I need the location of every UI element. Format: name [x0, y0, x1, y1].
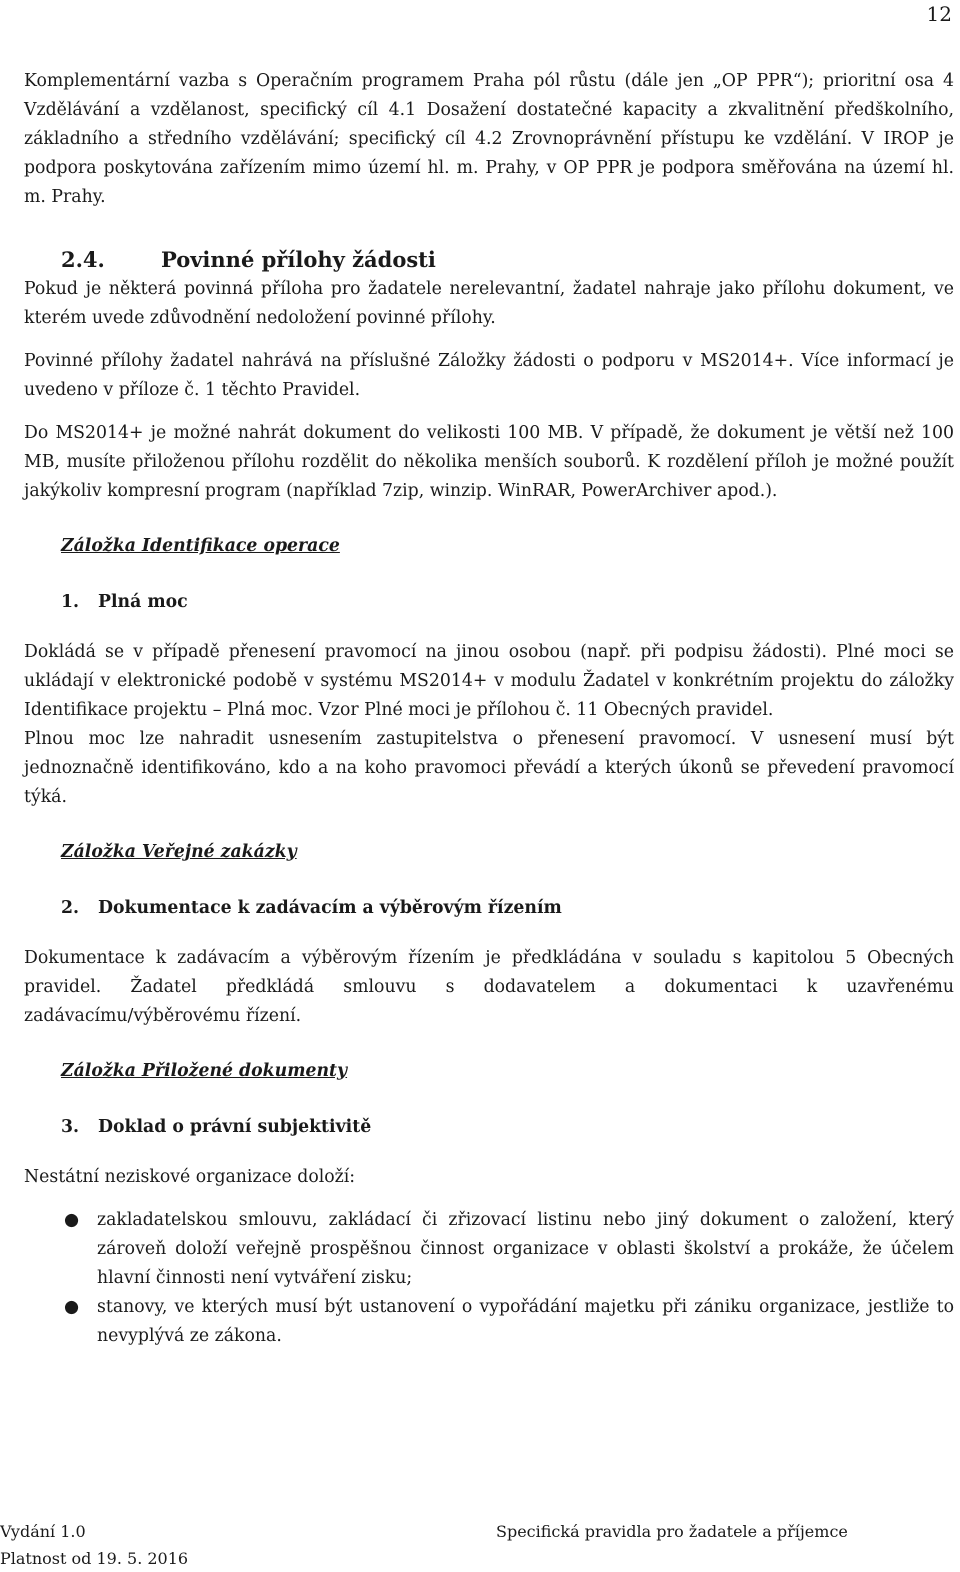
section-number: 2.4. — [61, 247, 105, 272]
list-item-text: zakladatelskou smlouvu, zakládací či zřizovací listinu nebo jiný dokument o založení, který zároveň doloží veřejně prospěšnou činnost organizace v oblasti školství a prokáže, že účelem hlavní činnosti není vytváření zisku; — [97, 1210, 954, 1288]
bullet-icon: ● — [64, 1297, 80, 1317]
item-title: Plná moc — [98, 592, 188, 612]
list-item — [24, 1293, 954, 1351]
doklad-bullet-list — [24, 1206, 954, 1351]
bullet-icon: ● — [64, 1210, 80, 1230]
plna-moc-paragraph: Plnou moc lze nahradit usnesením zastupitelstva o přenesení pravomocí. V usnesení musí být jednoznačně identifikováno, kdo a na koho pravomoci převádí a kterých úkonů se převedení pravomocí týká. — [24, 729, 954, 807]
section-paragraph: Do MS2014+ je možné nahrát dokument do velikosti 100 MB. V případě, že dokument je větší než 100 MB, musíte přiloženou přílohu rozdělit do několika menších souborů. K rozdělení příloh je možné použít jakýkoliv kompresní program (například 7zip, winzip. WinRAR, PowerArchiver apod.). — [24, 423, 954, 501]
list-item-text: stanovy, ve kterých musí být ustanovení o vypořádání majetku při zániku organizace, jestliže to nevyplývá ze zákona. — [97, 1297, 954, 1346]
footer-edition: Vydání 1.0 — [0, 1522, 86, 1541]
footer-left — [0, 1518, 188, 1572]
item-number: 1. — [61, 592, 80, 612]
footer-valid-from: Platnost od 19. 5. 2016 — [0, 1549, 189, 1568]
item-number: 2. — [61, 898, 80, 918]
document-body — [24, 67, 954, 1351]
intro-paragraph: Komplementární vazba s Operačním programem Praha pól růstu (dále jen „OP PPR“); prioritní osa 4 Vzdělávání a vzdělanost, specifický cíl 4.1 Dosažení dostatečné kapacity a zkvalitnění předškolního, základního a středního vzdělávání; specifický cíl 4.2 Zrovnoprávnění přístupu ke vzdělání. V IROP je podpora poskytována zařízením mimo území hl. m. Prahy, v OP PPR je podpora směřována na území hl. m. Prahy. — [24, 71, 954, 207]
item-title: Dokumentace k zadávacím a výběrovým řízením — [98, 898, 562, 918]
plna-moc-paragraph: Dokládá se v případě přenesení pravomocí na jinou osobou (např. při podpisu žádosti). Plné moci se ukládají v elektronické podobě v systému MS2014+ v modulu Žadatel v konkrétním projektu do záložky Identifikace projektu – Plná moc. Vzor Plné moci je přílohou č. 11 Obecných pravidel. — [24, 642, 954, 720]
item-heading-plna-moc — [61, 587, 954, 618]
doklad-intro: Nestátní neziskové organizace doloží: — [24, 1167, 356, 1187]
page-number: 12 — [926, 2, 952, 26]
tab-heading-identifikace-operace: Záložka Identifikace operace — [61, 536, 340, 556]
item-title: Doklad o právní subjektivitě — [98, 1117, 372, 1137]
item-heading-doklad — [61, 1112, 954, 1143]
section-paragraph: Pokud je některá povinná příloha pro žadatele nerelevantní, žadatel nahraje jako přílohu dokument, ve kterém uvede zdůvodnění nedoložení povinné přílohy. — [24, 279, 954, 328]
tab-heading-prilozene-dokumenty: Záložka Přiložené dokumenty — [61, 1061, 348, 1081]
section-heading — [61, 245, 954, 275]
footer-doc-title: Specifická pravidla pro žadatele a příjemce — [496, 1522, 848, 1541]
list-item — [24, 1206, 954, 1293]
dokumentace-paragraph: Dokumentace k zadávacím a výběrovým řízením je předkládána v souladu s kapitolou 5 Obecných pravidel. Žadatel předkládá smlouvu s dodavatelem a dokumentaci k uzavřenému zadávacímu/výběrovému řízení. — [24, 948, 954, 1026]
tab-heading-verejne-zakazky: Záložka Veřejné zakázky — [61, 842, 297, 862]
section-title: Povinné přílohy žádosti — [161, 247, 436, 272]
item-heading-dokumentace — [61, 893, 954, 924]
item-number: 3. — [61, 1117, 80, 1137]
section-paragraph: Povinné přílohy žadatel nahrává na příslušné Záložky žádosti o podporu v MS2014+. Více informací je uvedeno v příloze č. 1 těchto Pravidel. — [24, 351, 954, 400]
